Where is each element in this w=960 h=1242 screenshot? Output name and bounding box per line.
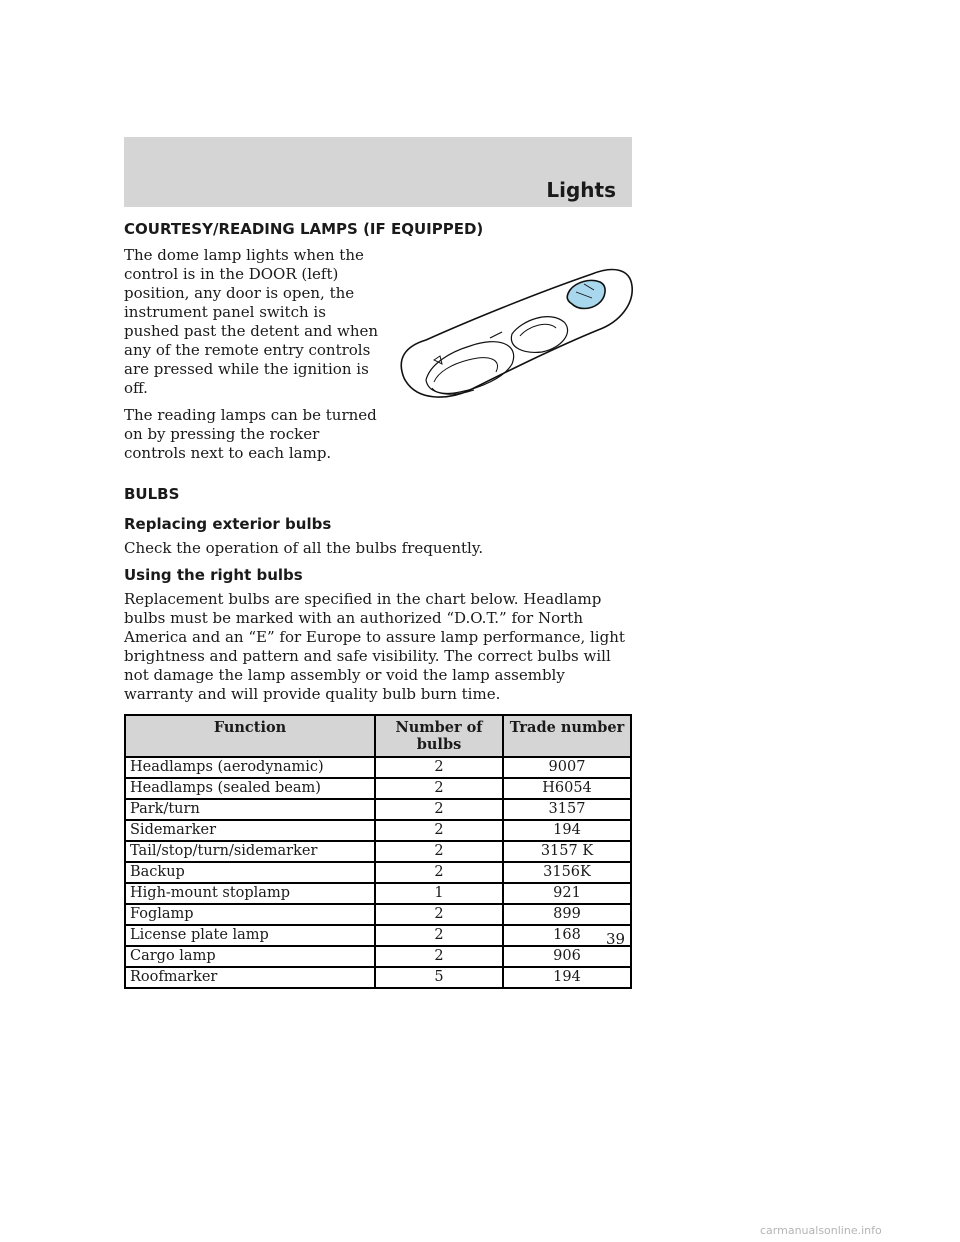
cell-number: 2 [375,757,503,778]
watermark[interactable]: carmanualsonline.info [760,1224,882,1237]
cell-trade: 899 [503,904,631,925]
table-row [125,883,631,904]
cell-number: 2 [375,904,503,925]
page-number: 39 [606,930,626,948]
cell-function: High-mount stoplamp [125,883,375,904]
cell-trade: 3157 K [503,841,631,862]
cell-number: 2 [375,799,503,820]
cell-number: 2 [375,946,503,967]
cell-number: 2 [375,778,503,799]
table-row [125,946,631,967]
cell-number: 2 [375,841,503,862]
cell-trade: 921 [503,883,631,904]
cell-number: 2 [375,925,503,946]
replacing-text: Check the operation of all the bulbs frequently. [124,539,484,557]
cell-trade: 906 [503,946,631,967]
cell-trade: H6054 [503,778,631,799]
replacing-heading: Replacing exterior bulbs [124,515,332,533]
cell-function: Backup [125,862,375,883]
courtesy-paragraph-2: The reading lamps can be turned on by pressing the rocker controls next to each lamp. [124,406,377,462]
table-row [125,799,631,820]
section-header-band [124,137,632,207]
cell-function: Roofmarker [125,967,375,988]
header-number: Number of bulbs [375,715,503,757]
cell-trade: 3157 [503,799,631,820]
table-row [125,841,631,862]
cell-function: Cargo lamp [125,946,375,967]
cell-function: License plate lamp [125,925,375,946]
cell-function: Sidemarker [125,820,375,841]
courtesy-text [124,246,384,471]
dome-lamp-icon [394,260,634,410]
cell-function: Headlamps (sealed beam) [125,778,375,799]
cell-function: Foglamp [125,904,375,925]
cell-number: 5 [375,967,503,988]
table-row [125,757,631,778]
section-title: Lights [546,178,616,202]
cell-number: 1 [375,883,503,904]
cell-trade: 194 [503,820,631,841]
using-text: Replacement bulbs are specified in the chart below. Headlamp bulbs must be marked with an authorized “D.O.T.” for North America and an “E” for Europe to assure lamp performance, light brightness and pattern and safe visibility. The correct bulbs will not damage the lamp assembly or void the lamp assembly warranty and will provide quality bulb burn time. [124,590,625,703]
cell-function: Headlamps (aerodynamic) [125,757,375,778]
table-row [125,904,631,925]
header-function: Function [125,715,375,757]
bulb-table [124,714,632,989]
dome-lamp-illustration [394,260,634,471]
table-row [125,778,631,799]
cell-number: 2 [375,862,503,883]
cell-trade: 9007 [503,757,631,778]
table-row [125,967,631,988]
cell-trade: 168 [503,925,631,946]
courtesy-heading: COURTESY/READING LAMPS (IF EQUIPPED) [124,220,484,238]
table-header-row [125,715,631,757]
using-heading: Using the right bulbs [124,566,303,584]
bulbs-heading: BULBS [124,485,180,503]
cell-number: 2 [375,820,503,841]
cell-function: Park/turn [125,799,375,820]
cell-trade: 3156K [503,862,631,883]
courtesy-section [124,246,634,471]
table-row [125,862,631,883]
page-content [124,220,634,989]
cell-trade: 194 [503,967,631,988]
cell-function: Tail/stop/turn/sidemarker [125,841,375,862]
courtesy-paragraph-1: The dome lamp lights when the control is in the DOOR (left) position, any door is open, the instrument panel switch is pushed past the detent and when any of the remote entry controls are pressed while the ignition is off. [124,246,379,397]
header-trade: Trade number [503,715,631,757]
table-row [125,820,631,841]
table-row [125,925,631,946]
